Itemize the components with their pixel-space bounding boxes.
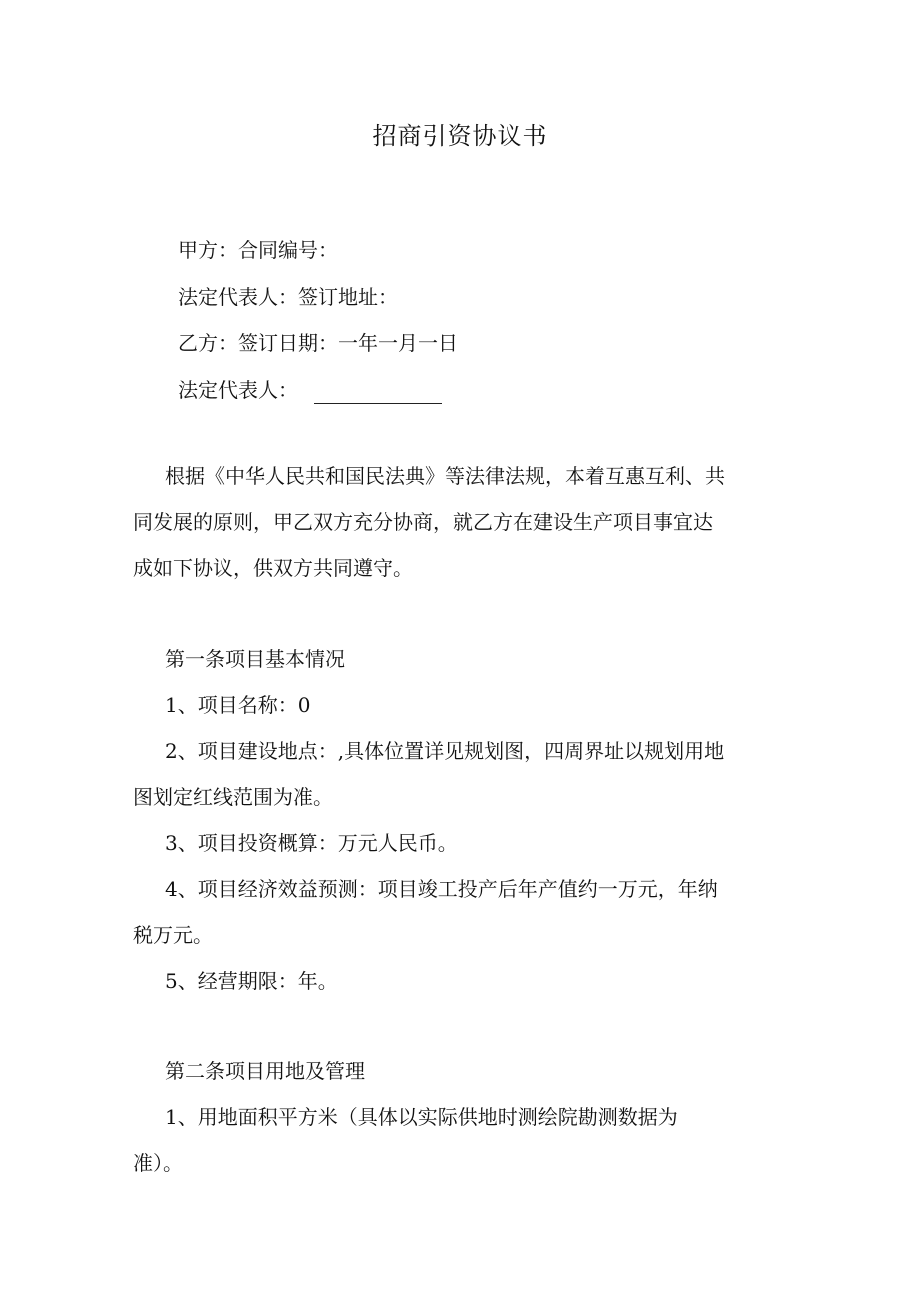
article-2-heading: 第二条项目用地及管理 [165,1059,365,1083]
document-title: 招商引资协议书 [372,122,548,150]
intro-paragraph-line-1: 根据《中华人民共和国民法典》等法律法规，本着互惠互利、共 [165,464,725,488]
representative-label: 法定代表人： [178,378,298,402]
article-1-item-2-line-1: 2、项目建设地点：,具体位置详见规划图，四周界址以规划用地 [165,739,725,763]
article-1-item-5: 5、经营期限：年。 [165,969,338,993]
article-1-item-2-line-2: 图划定红线范围为准。 [133,785,333,809]
representative-address-line: 法定代表人：签订地址： [178,285,398,309]
article-1-item-3: 3、项目投资概算：万元人民币。 [165,831,458,855]
article-1-item-4-line-2: 税万元。 [133,923,213,947]
signature-blank [314,385,442,404]
intro-paragraph-line-3: 成如下协议，供双方共同遵守。 [133,556,413,580]
party-a-line: 甲方：合同编号： [178,238,338,262]
article-1-heading: 第一条项目基本情况 [165,647,345,671]
article-1-item-4-line-1: 4、项目经济效益预测：项目竣工投产后年产值约一万元，年纳 [165,877,718,901]
representative-line [178,376,442,404]
article-2-item-1-line-2: 准）。 [133,1151,183,1175]
article-2-item-1-line-1: 1、用地面积平方米（具体以实际供地时测绘院勘测数据为 [165,1105,678,1129]
article-1-item-1: 1、项目名称：0 [165,693,311,717]
intro-paragraph-line-2: 同发展的原则，甲乙双方充分协商，就乙方在建设生产项目事宜达 [133,510,713,534]
party-b-date-line: 乙方：签订日期：一年一月一日 [178,331,458,355]
